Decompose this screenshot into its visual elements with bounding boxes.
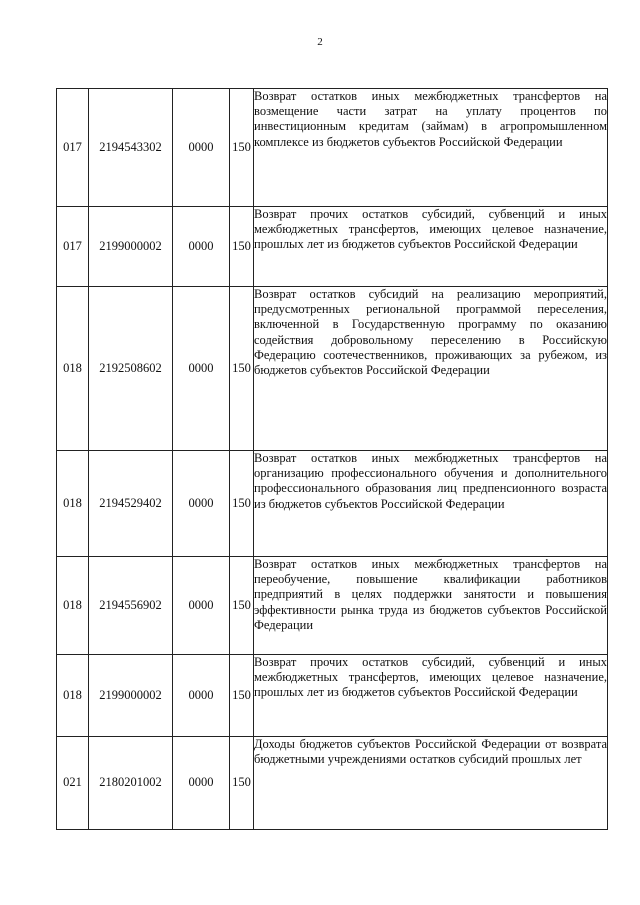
table-row (57, 737, 608, 830)
revenue-code-cell: 2194529402 (89, 451, 173, 557)
admin-code-cell: 018 (57, 557, 89, 655)
admin-code-cell: 018 (57, 451, 89, 557)
revenue-code-cell: 2199000002 (89, 655, 173, 737)
description-cell: Возврат остатков субсидий на реализацию мероприятий, предусмотренных региональной программой переселения, включенной в Государственную программу по оказанию содействия добровольному переселению в Российскую Федерацию соотечественников, проживающих за рубежом, из бюджетов субъектов Российской Федерации (254, 287, 608, 451)
table-row (57, 207, 608, 287)
revenue-code-cell: 2194543302 (89, 89, 173, 207)
subtype-code-cell: 0000 (173, 557, 230, 655)
admin-code-cell: 018 (57, 287, 89, 451)
kind-code-cell: 150 (230, 287, 254, 451)
description-cell: Доходы бюджетов субъектов Российской Федерации от возврата бюджетными учреждениями остатков субсидий прошлых лет (254, 737, 608, 830)
table-row (57, 287, 608, 451)
subtype-code-cell: 0000 (173, 89, 230, 207)
table-row (57, 655, 608, 737)
description-cell: Возврат остатков иных межбюджетных трансфертов на переобучение, повышение квалификации работников предприятий в целях поддержки занятости и повышения эффективности рынка труда из бюджетов субъектов Российской Федерации (254, 557, 608, 655)
description-cell: Возврат прочих остатков субсидий, субвенций и иных межбюджетных трансфертов, имеющих целевое назначение, прошлых лет из бюджетов субъектов Российской Федерации (254, 207, 608, 287)
revenue-code-cell: 2192508602 (89, 287, 173, 451)
budget-codes-table (56, 88, 608, 830)
kind-code-cell: 150 (230, 655, 254, 737)
kind-code-cell: 150 (230, 557, 254, 655)
admin-code-cell: 018 (57, 655, 89, 737)
table-row (57, 557, 608, 655)
description-cell: Возврат остатков иных межбюджетных трансфертов на организацию профессионального обучения и дополнительного профессионального образования лиц предпенсионного возраста из бюджетов субъектов Российской Федерации (254, 451, 608, 557)
subtype-code-cell: 0000 (173, 655, 230, 737)
revenue-code-cell: 2199000002 (89, 207, 173, 287)
subtype-code-cell: 0000 (173, 207, 230, 287)
admin-code-cell: 017 (57, 89, 89, 207)
kind-code-cell: 150 (230, 737, 254, 830)
revenue-code-cell: 2194556902 (89, 557, 173, 655)
table-row (57, 89, 608, 207)
revenue-code-cell: 2180201002 (89, 737, 173, 830)
kind-code-cell: 150 (230, 207, 254, 287)
admin-code-cell: 021 (57, 737, 89, 830)
subtype-code-cell: 0000 (173, 737, 230, 830)
table-row (57, 451, 608, 557)
page-number: 2 (317, 36, 323, 48)
subtype-code-cell: 0000 (173, 287, 230, 451)
kind-code-cell: 150 (230, 89, 254, 207)
description-cell: Возврат прочих остатков субсидий, субвенций и иных межбюджетных трансфертов, имеющих целевое назначение, прошлых лет из бюджетов субъектов Российской Федерации (254, 655, 608, 737)
subtype-code-cell: 0000 (173, 451, 230, 557)
kind-code-cell: 150 (230, 451, 254, 557)
description-cell: Возврат остатков иных межбюджетных трансфертов на возмещение части затрат на уплату процентов по инвестиционным кредитам (займам) в агропромышленном комплексе из бюджетов субъектов Российской Федерации (254, 89, 608, 207)
admin-code-cell: 017 (57, 207, 89, 287)
